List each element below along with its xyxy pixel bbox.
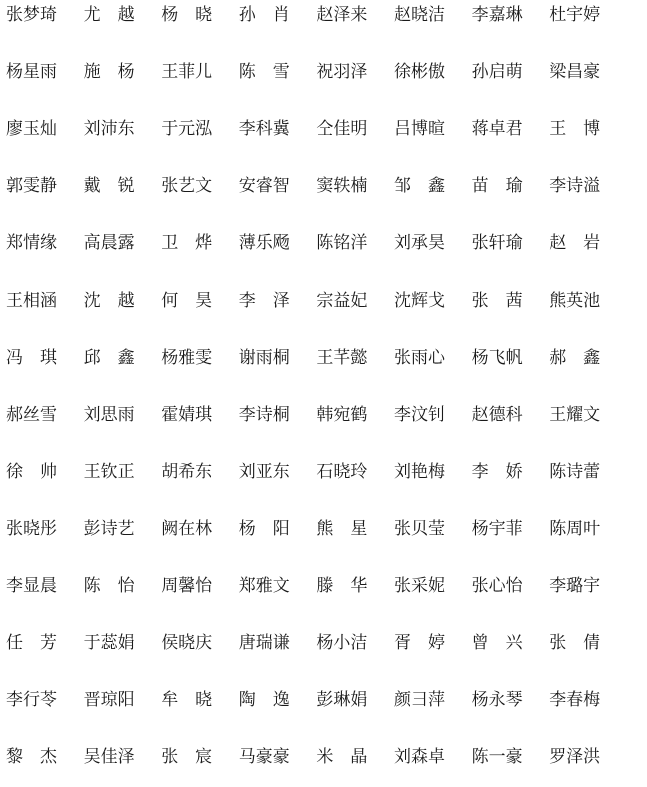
name-entry: 冯 琪 <box>6 347 57 368</box>
name-row <box>6 223 626 263</box>
name-entry: 张采妮 <box>394 576 445 596</box>
name-entry: 陈 怡 <box>83 576 135 596</box>
name-entry: 郭雯静 <box>6 176 57 197</box>
name-entry: 蒋卓君 <box>471 119 523 140</box>
name-entry: 窦轶楠 <box>316 176 368 197</box>
name-entry: 高晨露 <box>83 233 135 254</box>
name-entry: 卫 烨 <box>161 233 213 254</box>
name-entry: 赵泽来 <box>316 5 368 25</box>
name-entry: 李嘉琳 <box>471 5 523 25</box>
name-row <box>6 680 626 720</box>
name-entry: 陈一豪 <box>471 747 523 768</box>
name-entry: 杨星雨 <box>6 62 57 83</box>
name-entry: 彭诗艺 <box>83 518 135 539</box>
name-entry: 黎 杰 <box>6 747 57 768</box>
name-entry: 牟 晓 <box>161 690 213 711</box>
name-entry: 何 昊 <box>161 290 213 311</box>
name-entry: 李 娇 <box>471 461 523 482</box>
name-row <box>6 566 626 606</box>
name-row <box>6 452 626 492</box>
name-entry: 徐彬傲 <box>394 62 445 83</box>
name-entry: 杨 晓 <box>161 5 213 25</box>
name-entry: 周馨怡 <box>161 576 213 596</box>
name-entry: 苗 瑜 <box>471 176 523 197</box>
name-entry: 王 博 <box>549 119 601 140</box>
name-entry: 李诗溢 <box>549 176 601 197</box>
name-entry: 张轩瑜 <box>471 233 523 254</box>
name-entry: 刘思雨 <box>83 404 135 425</box>
name-entry: 韩宛鹤 <box>316 404 368 425</box>
name-entry: 杨飞帆 <box>471 347 523 368</box>
name-entry: 赵晓洁 <box>394 5 445 25</box>
name-entry: 刘艳梅 <box>394 461 445 482</box>
name-entry: 张 倩 <box>549 633 601 654</box>
name-entry: 侯晓庆 <box>161 633 213 654</box>
name-entry: 滕 华 <box>316 576 368 596</box>
name-entry: 梁昌豪 <box>549 62 601 83</box>
name-entry: 祝羽泽 <box>316 62 368 83</box>
name-entry: 张 宸 <box>161 747 213 768</box>
name-entry: 张贝莹 <box>394 518 445 539</box>
name-entry: 刘沛东 <box>83 119 135 140</box>
name-entry: 赵 岩 <box>549 233 601 254</box>
name-entry: 安睿智 <box>238 176 290 197</box>
name-entry: 杨小洁 <box>316 633 368 654</box>
name-entry: 张雨心 <box>394 347 445 368</box>
name-entry: 马豪豪 <box>238 747 290 768</box>
name-row <box>6 52 626 92</box>
name-entry: 张艺文 <box>161 176 213 197</box>
name-entry: 阙在林 <box>161 518 213 539</box>
name-entry: 郝 鑫 <box>549 347 601 368</box>
name-entry: 刘亚东 <box>238 461 290 482</box>
name-entry: 孙 肖 <box>238 5 290 25</box>
name-entry: 熊 星 <box>316 518 368 539</box>
name-entry: 王菲儿 <box>161 62 213 83</box>
name-entry: 张晓彤 <box>6 518 57 539</box>
name-entry: 熊英池 <box>549 290 601 311</box>
name-entry: 尤 越 <box>83 5 135 25</box>
name-entry: 仝佳明 <box>316 119 368 140</box>
name-entry: 陈 雪 <box>238 62 290 83</box>
name-entry: 王芊懿 <box>316 347 368 368</box>
name-entry: 戴 锐 <box>83 176 135 197</box>
name-entry: 石晓玲 <box>316 461 368 482</box>
name-entry: 胥 婷 <box>394 633 445 654</box>
name-entry: 王相涵 <box>6 290 57 311</box>
name-entry: 颜彐萍 <box>394 690 445 711</box>
name-entry: 廖玉灿 <box>6 119 57 140</box>
name-entry: 霍婧琪 <box>161 404 213 425</box>
name-entry: 施 杨 <box>83 62 135 83</box>
name-entry: 刘承昊 <box>394 233 445 254</box>
name-entry: 杨雅雯 <box>161 347 213 368</box>
name-entry: 孙启萌 <box>471 62 523 83</box>
name-entry: 任 芳 <box>6 633 57 654</box>
name-entry: 谢雨桐 <box>238 347 290 368</box>
name-entry: 邱 鑫 <box>83 347 135 368</box>
name-row <box>6 338 626 378</box>
name-entry: 徐 帅 <box>6 461 57 482</box>
name-entry: 吴佳泽 <box>83 747 135 768</box>
name-entry: 曾 兴 <box>471 633 523 654</box>
name-entry: 王钦正 <box>83 461 135 482</box>
name-entry: 吕博暄 <box>394 119 445 140</box>
name-entry: 杨宇菲 <box>471 518 523 539</box>
name-entry: 李显晨 <box>6 576 57 596</box>
name-entry: 沈 越 <box>83 290 135 311</box>
name-entry: 张心怡 <box>471 576 523 596</box>
name-row <box>6 395 626 435</box>
name-entry: 杨永琴 <box>471 690 523 711</box>
name-entry: 杨 阳 <box>238 518 290 539</box>
name-entry: 薄乐飏 <box>238 233 290 254</box>
name-entry: 李璐宇 <box>549 576 601 596</box>
name-row <box>6 281 626 321</box>
name-row <box>6 166 626 206</box>
name-entry: 郑雅文 <box>238 576 290 596</box>
name-entry: 李汶钊 <box>394 404 445 425</box>
name-entry: 沈辉戈 <box>394 290 445 311</box>
name-entry: 唐瑞谦 <box>238 633 290 654</box>
name-entry: 王耀文 <box>549 404 601 425</box>
name-entry: 郝丝雪 <box>6 404 57 425</box>
name-row <box>6 509 626 549</box>
name-entry: 陈铭洋 <box>316 233 368 254</box>
name-entry: 米 晶 <box>316 747 368 768</box>
name-row <box>6 623 626 663</box>
name-entry: 刘森卓 <box>394 747 445 768</box>
name-entry: 于元泓 <box>161 119 213 140</box>
name-entry: 李春梅 <box>549 690 601 711</box>
name-entry: 陈诗蕾 <box>549 461 601 482</box>
name-entry: 邹 鑫 <box>394 176 445 197</box>
name-entry: 赵德科 <box>471 404 523 425</box>
name-entry: 李 泽 <box>238 290 290 311</box>
name-entry: 李行苓 <box>6 690 57 711</box>
name-row <box>6 109 626 149</box>
name-row <box>6 737 626 777</box>
name-entry: 张梦琦 <box>6 5 57 25</box>
name-entry: 陶 逸 <box>238 690 290 711</box>
name-entry: 胡希东 <box>161 461 213 482</box>
name-row <box>6 0 626 35</box>
name-entry: 李科冀 <box>238 119 290 140</box>
name-entry: 晋琼阳 <box>83 690 135 711</box>
name-entry: 彭琳娟 <box>316 690 368 711</box>
name-entry: 杜宇婷 <box>549 5 601 25</box>
name-entry: 宗益妃 <box>316 290 368 311</box>
name-entry: 郑情缘 <box>6 233 57 254</box>
name-entry: 李诗桐 <box>238 404 290 425</box>
name-entry: 罗泽洪 <box>549 747 601 768</box>
name-entry: 于蕊娟 <box>83 633 135 654</box>
name-entry: 张 茜 <box>471 290 523 311</box>
name-entry: 陈周叶 <box>549 518 601 539</box>
